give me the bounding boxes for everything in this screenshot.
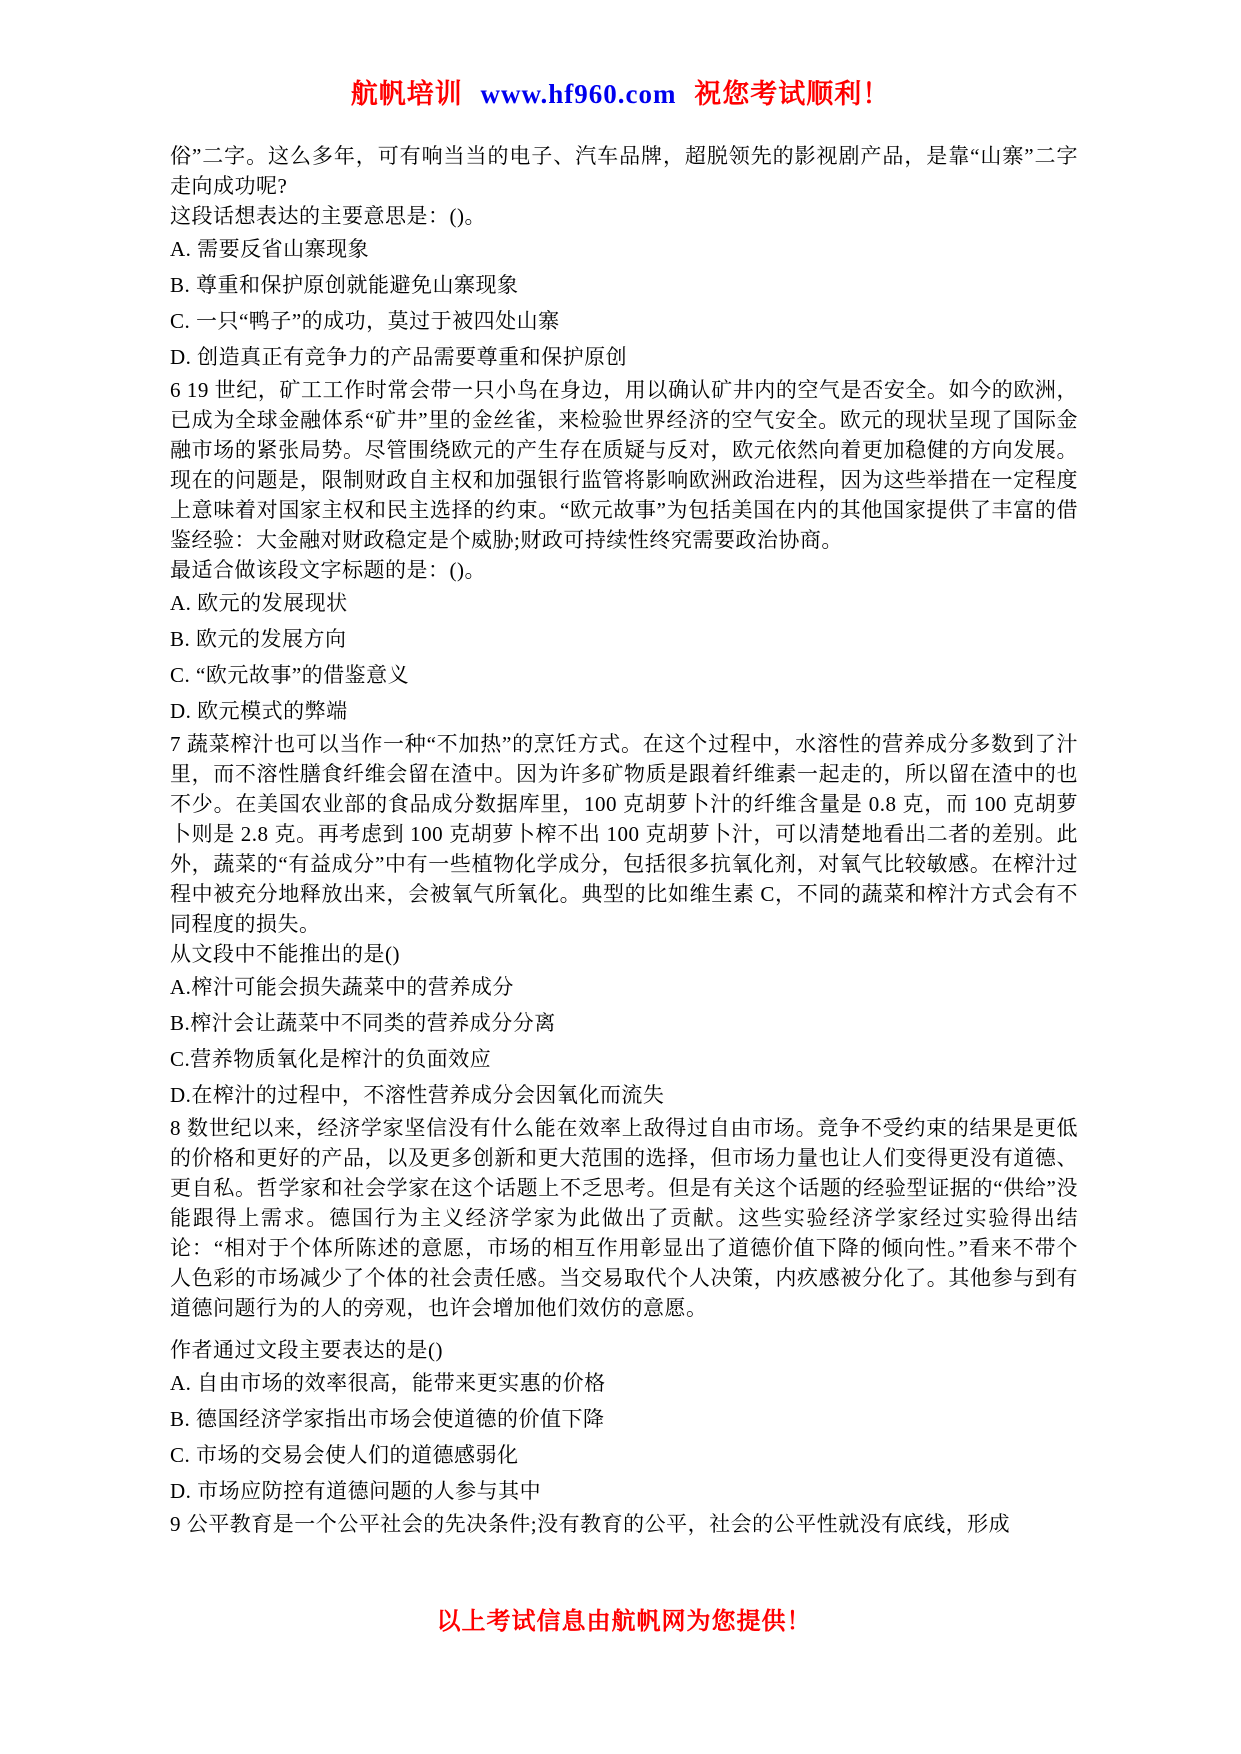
- q8-passage: 8 数世纪以来，经济学家坚信没有什么能在效率上敌得过自由市场。竞争不受约束的结果是更低的价格和更好的产品，以及更多创新和更大范围的选择，但市场力量也让人们变得更没有道德、更自私。哲学家和社会学家在这个话题上不乏思考。但是有关这个话题的经验型证据的“供给”没能跟得上需求。德国行为主义经济学家为此做出了贡献。这些实验经济学家经过实验得出结论：“相对于个体所陈述的意愿，市场的相互作用彰显出了道德价值下降的倾向性。”看来不带个人色彩的市场减少了个体的社会责任感。当交易取代个人决策，内疚感被分化了。其他参与到有道德问题行为的人的旁观，也许会增加他们效仿的意愿。: [170, 1116, 1078, 1320]
- q8-option-c: C. 市场的交易会使人们的道德感弱化: [170, 1443, 519, 1467]
- q5-option-d: D. 创造真正有竞争力的产品需要尊重和保护原创: [170, 345, 628, 369]
- q6-option-a: A. 欧元的发展现状: [170, 591, 348, 615]
- q5-option-c: C. 一只“鸭子”的成功，莫过于被四处山寨: [170, 309, 560, 333]
- q5-option-a: A. 需要反省山寨现象: [170, 237, 370, 261]
- q8-option-b: B. 德国经济学家指出市场会使道德的价值下降: [170, 1407, 605, 1431]
- q5-option-b: B. 尊重和保护原创就能避免山寨现象: [170, 273, 519, 297]
- document-body: [170, 141, 1078, 1539]
- q8-option-a: A. 自由市场的效率很高，能带来更实惠的价格: [170, 1371, 606, 1395]
- footer-text: 以上考试信息由航帆网为您提供！: [436, 1609, 812, 1635]
- q6-passage: 6 19 世纪，矿工工作时常会带一只小鸟在身边，用以确认矿井内的空气是否安全。如今的欧洲，已成为全球金融体系“矿井”里的金丝雀，来检验世界经济的空气安全。欧元的现状呈现了国际金融市场的紧张局势。尽管围绕欧元的产生存在质疑与反对，欧元依然向着更加稳健的方向发展。现在的问题是，限制财政自主权和加强银行监管将影响欧洲政治进程，因为这些举措在一定程度上意味着对国家主权和民主选择的约束。“欧元故事”为包括美国在内的其他国家提供了丰富的借鉴经验：大金融对财政稳定是个威胁;财政可持续性终究需要政治协商。: [170, 378, 1078, 552]
- q7-option-a: A.榨汁可能会损失蔬菜中的营养成分: [170, 975, 514, 999]
- q9-passage-start: 9 公平教育是一个公平社会的先决条件;没有教育的公平，社会的公平性就没有底线，形成: [170, 1512, 1011, 1536]
- q6-option-d: D. 欧元模式的弊端: [170, 699, 348, 723]
- q5-prompt: 这段话想表达的主要意思是：()。: [170, 204, 486, 228]
- q8-prompt: 作者通过文段主要表达的是(): [170, 1338, 443, 1362]
- page-footer: [170, 1601, 1078, 1636]
- q5-passage-continuation: 俗”二字。这么多年，可有响当当的电子、汽车品牌，超脱领先的影视剧产品，是靠“山寨”二字走向成功呢?: [170, 144, 1078, 198]
- q6-option-b: B. 欧元的发展方向: [170, 627, 347, 651]
- q8-option-d: D. 市场应防控有道德问题的人参与其中: [170, 1479, 542, 1503]
- q6-option-c: C. “欧元故事”的借鉴意义: [170, 663, 410, 687]
- q6-prompt: 最适合做该段文字标题的是：()。: [170, 558, 486, 582]
- q7-passage: 7 蔬菜榨汁也可以当作一种“不加热”的烹饪方式。在这个过程中，水溶性的营养成分多数到了汁里，而不溶性膳食纤维会留在渣中。因为许多矿物质是跟着纤维素一起走的，所以留在渣中的也不少。在美国农业部的食品成分数据库里，100 克胡萝卜汁的纤维含量是 0.8 克，而 100 克胡萝卜则是 2.8 克。再考虑到 100 克胡萝卜榨不出 100 克胡萝卜汁，可以清楚地看出二者的差别。此外，蔬菜的“有益成分”中有一些植物化学成分，包括很多抗氧化剂，对氧气比较敏感。在榨汁过程中被充分地释放出来，会被氧气所氧化。典型的比如维生素 C，不同的蔬菜和榨汁方式会有不同程度的损失。: [170, 732, 1078, 936]
- header-wish-text: 祝您考试顺利！: [694, 79, 891, 109]
- q7-option-d: D.在榨汁的过程中，不溶性营养成分会因氧化而流失: [170, 1083, 665, 1107]
- page-header: [0, 72, 1241, 111]
- header-url-link[interactable]: www.hf960.com: [480, 79, 677, 109]
- header-brand-text: 航帆培训: [350, 79, 463, 109]
- q7-option-c: C.营养物质氧化是榨汁的负面效应: [170, 1047, 492, 1071]
- q7-option-b: B.榨汁会让蔬菜中不同类的营养成分分离: [170, 1011, 556, 1035]
- q7-prompt: 从文段中不能推出的是(): [170, 942, 400, 966]
